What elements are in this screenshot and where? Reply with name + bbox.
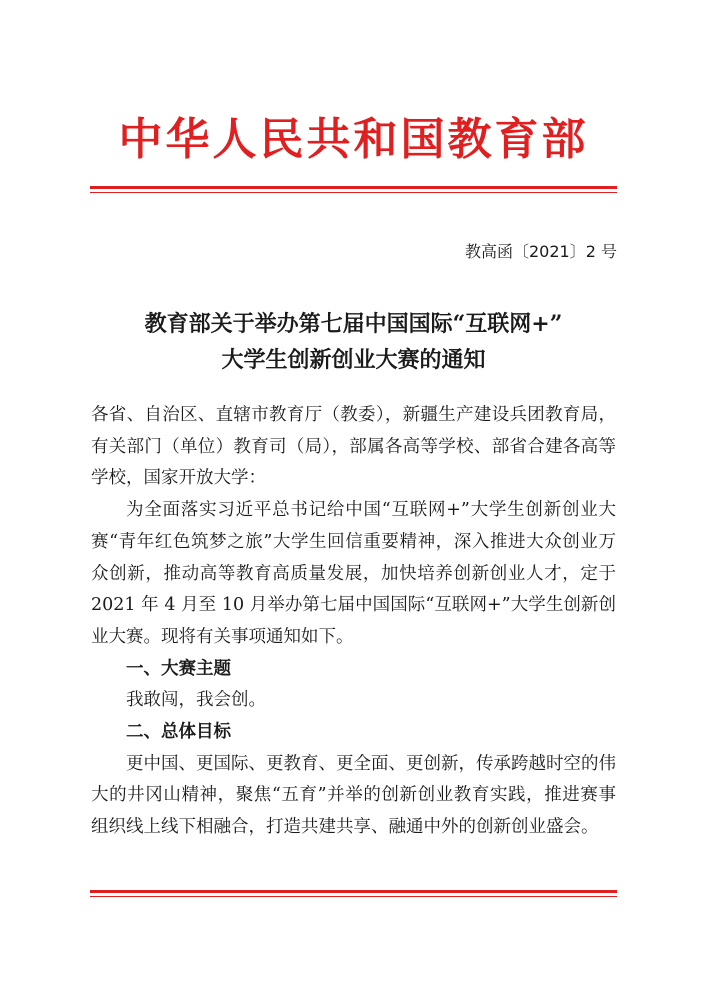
addressee-paragraph: 各省、自治区、直辖市教育厅（教委），新疆生产建设兵团教育局，有关部门（单位）教育司（局），部属各高等学校、部省合建各高等学校，国家开放大学： (91, 405, 616, 489)
document-number: 教高函〔2021〕2 号 (465, 242, 617, 261)
section-text-theme: 我敢闯，我会创。 (126, 690, 266, 711)
section-text-goals: 更中国、更国际、更教育、更全面、更创新，传承跨越时空的伟大的井冈山精神，聚焦“五育”并举的创新创业教育实践，推进赛事组织线上线下相融合，打造共建共享、融通中外的创新创业盛会。 (91, 753, 616, 838)
section-heading-goals: 二、总体目标 (126, 722, 231, 743)
masthead-title: 中华人民共和国教育部 (118, 114, 589, 165)
notice-title-line-2: 大学生创新创业大赛的通知 (221, 347, 486, 373)
intro-paragraph: 为全面落实习近平总书记给中国“互联网+”大学生创新创业大赛“青年红色筑梦之旅”大学生回信重要精神，深入推进大众创业万众创新，推动高等教育高质量发展，加快培养创新创业人才，定于 2021 年 4 月至 10 月举办第七届中国国际“互联网+”大学生创新创业大赛。现将有关事项通知如下。 (91, 500, 616, 647)
masthead-rule-thin (90, 192, 617, 193)
notice-title-line-1: 教育部关于举办第七届中国国际“互联网+” (144, 311, 563, 337)
notice-body (91, 400, 616, 844)
section-heading-theme: 一、大赛主题 (126, 658, 231, 679)
footer-rule-thick (90, 890, 617, 893)
notice-title (70, 306, 637, 378)
masthead-rule-thick (90, 186, 617, 189)
footer-rule-thin (90, 896, 617, 897)
